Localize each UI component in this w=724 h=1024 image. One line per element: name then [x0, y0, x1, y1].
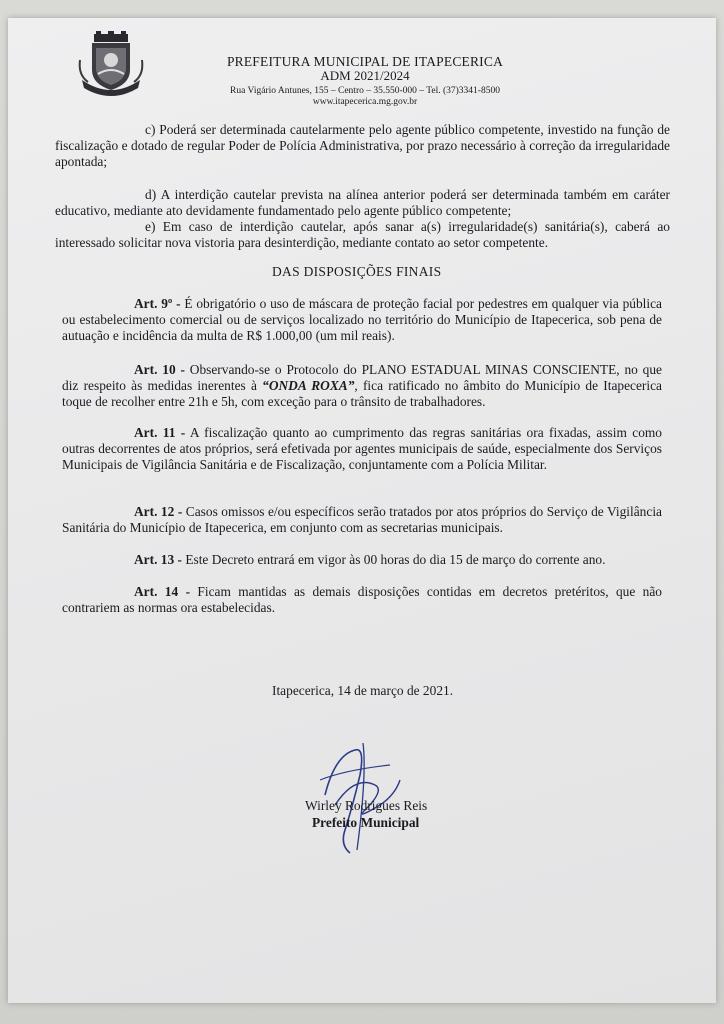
article-13 [62, 552, 662, 568]
date-line: Itapecerica, 14 de março de 2021. [272, 683, 454, 698]
signatory-title: Prefeito Municipal [312, 815, 420, 830]
signature-scribble-icon [305, 735, 415, 855]
article-14 [62, 584, 662, 616]
article-label: Art. 13 - [134, 552, 182, 567]
article-10 [62, 362, 662, 411]
article-text: A fiscalização quanto ao cumprimento das regras sanitárias ora fixadas, assim como outras decorrentes de atos próprios, será efetivada por agentes municipais de saúde, especialmente dos Serviços Municipais de Vigilância Sanitária e de Fiscalização, conjuntamente com a Polícia Militar. [62, 425, 662, 473]
paragraph-item-e: e) Em caso de interdição cautelar, após sanar a(s) irregularidade(s) sanitária(s), caberá ao interessado solicitar nova vistoria para desinterdição, mediante contato ao setor competente. [55, 219, 670, 251]
article-label: Art. 10 - [134, 362, 185, 377]
address-line: Rua Vigário Antunes, 155 – Centro – 35.550-000 – Tel. (37)3341-8500 [230, 86, 500, 96]
article-text: Ficam mantidas as demais disposições contidas em decretos pretéritos, que não contrariem as normas ora estabelecidas. [62, 584, 662, 616]
article-label: Art. 12 - [134, 504, 183, 519]
municipal-crest-icon [76, 30, 146, 100]
article-label: Art. 14 - [134, 584, 191, 599]
paragraph-item-d: d) A interdição cautelar prevista na alínea anterior poderá ser determinada também em caráter educativo, mediante ato devidamente fundamentado pelo agente público competente; [55, 187, 670, 219]
article-9 [62, 296, 662, 345]
article-text: Casos omissos e/ou específicos serão tratados por atos próprios do Serviço de Vigilância Sanitária do Município de Itapecerica, em conjunto com as secretarias municipais. [62, 504, 662, 536]
article-text: É obrigatório o uso de máscara de proteção facial por pedestres em qualquer via pública ou estabelecimento comercial ou de serviços localizado no território do Município de Itapecerica, sob pena de autuação e incidência da multa de R$ 1.000,00 (um mil reais). [62, 296, 662, 344]
paragraph-item-c: c) Poderá ser determinada cautelarmente pelo agente público competente, investido na função de fiscalização e dotado de regular Poder de Polícia Administrativa, por prazo necessário à correção da irregularidade apontada; [55, 122, 670, 170]
organization-name: PREFEITURA MUNICIPAL DE ITAPECERICA [226, 54, 504, 69]
article-emphasis: “ONDA ROXA” [262, 378, 355, 394]
website-line: www.itapecerica.mg.gov.br [312, 97, 418, 107]
article-label: Art. 11 - [134, 425, 186, 440]
section-title: DAS DISPOSIÇÕES FINAIS [272, 264, 442, 279]
signatory-name: Wirley Rodrigues Reis [305, 798, 428, 813]
article-text: Este Decreto entrará em vigor às 00 horas do dia 15 de março do corrente ano. [181, 552, 606, 567]
article-11 [62, 425, 662, 474]
article-label: Art. 9º - [134, 296, 181, 311]
article-12 [62, 504, 662, 536]
article-text: Observando-se o Protocolo do PLANO ESTADUAL MINAS CONSCIENTE, no que diz respeito às medidas inerentes à [62, 362, 662, 394]
article-text: , fica ratificado no âmbito do Município de Itapecerica toque de recolher entre 21h e 5h, com exceção para o trânsito de trabalhadores. [62, 378, 662, 410]
letterhead [150, 54, 580, 108]
administration-term: ADM 2021/2024 [320, 68, 410, 83]
